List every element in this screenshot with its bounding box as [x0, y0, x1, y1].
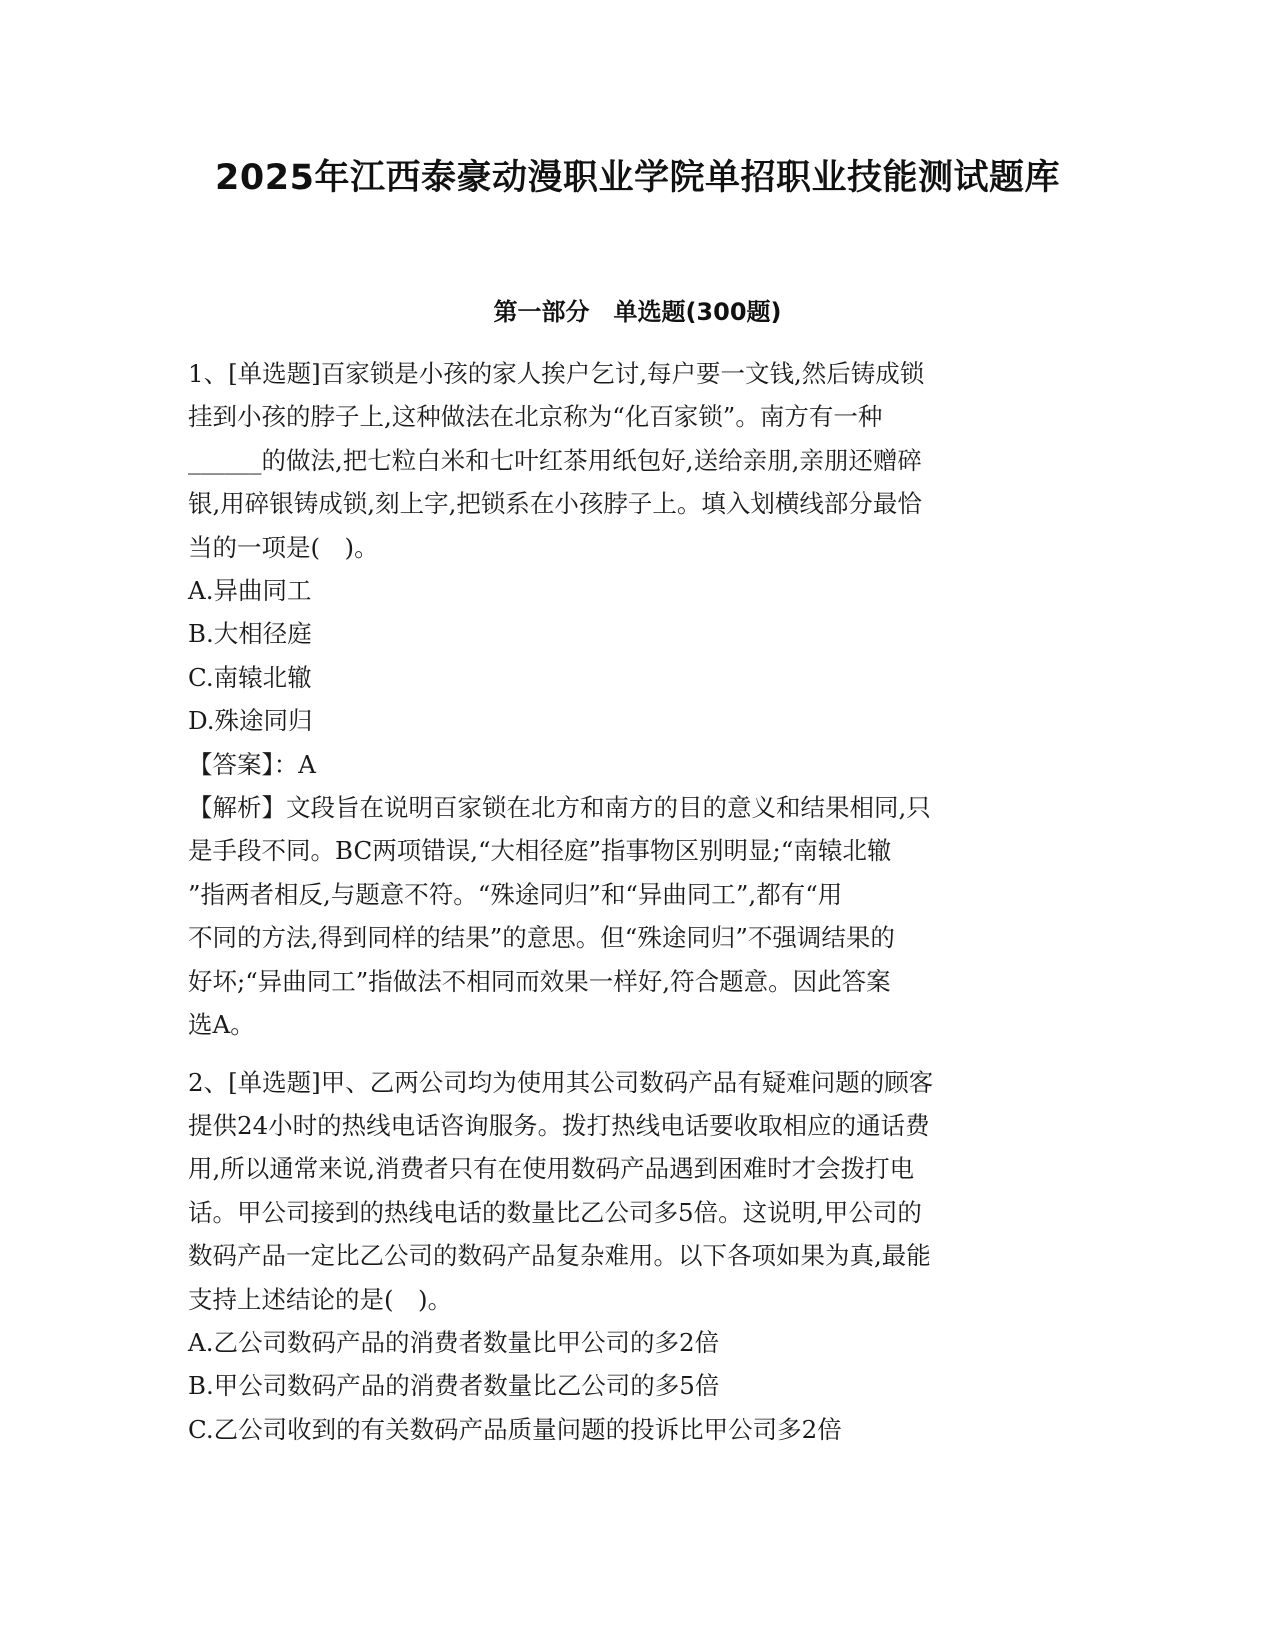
option-b: B.甲公司数码产品的消费者数量比乙公司的多5倍: [188, 1371, 720, 1401]
document-title: 2025年江西泰豪动漫职业学院单招职业技能测试题库: [215, 158, 1060, 198]
question-text-line: 2、[单选题]甲、乙两公司均为使用其公司数码产品有疑难问题的顾客: [188, 1067, 934, 1097]
question-text-line: 数码产品一定比乙公司的数码产品复杂难用。以下各项如果为真,最能: [188, 1241, 931, 1271]
analysis-line: 不同的方法,得到同样的结果”的意思。但“殊途同归”不强调结果的: [188, 923, 895, 953]
section-title: 第一部分 单选题(300题): [493, 298, 782, 326]
question-text-line: 1、[单选题]百家锁是小孩的家人挨户乞讨,每户要一文钱,然后铸成锁: [188, 359, 925, 388]
analysis-line: 好坏;“异曲同工”指做法不相同而效果一样好,符合题意。因此答案: [188, 966, 891, 996]
question-1: [188, 352, 1078, 1047]
option-b: B.大相径庭: [188, 619, 312, 649]
question-text-line: 话。甲公司接到的热线电话的数量比乙公司多5倍。这说明,甲公司的: [188, 1197, 922, 1227]
question-text-line: 挂到小孩的脖子上,这种做法在北京称为“化百家锁”。南方有一种: [188, 402, 883, 432]
option-d: D.殊途同归: [188, 706, 313, 736]
option-a: A.乙公司数码产品的消费者数量比甲公司的多2倍: [188, 1327, 720, 1357]
question-text-line: 当的一项是( )。: [188, 532, 379, 562]
answer-line: 【答案】：A: [188, 749, 316, 779]
analysis-line: ”指两者相反,与题意不符。“殊途同归”和“异曲同工”,都有“用: [188, 879, 843, 909]
question-text-line: ______的做法,把七粒白米和七叶红茶用纸包好,送给亲朋,亲朋还赠碎: [188, 445, 922, 475]
question-spacer: [188, 1047, 1078, 1061]
question-text-line: 用,所以通常来说,消费者只有在使用数码产品遇到困难时才会拨打电: [188, 1154, 915, 1184]
question-text-line: 支持上述结论的是( )。: [188, 1284, 453, 1314]
option-c: C.南辕北辙: [188, 662, 312, 692]
analysis-line: 是手段不同。BC两项错误,“大相径庭”指事物区别明显;“南辕北辙: [188, 836, 892, 866]
analysis-line: 选A。: [188, 1010, 255, 1040]
analysis-line: 【解析】文段旨在说明百家锁在北方和南方的目的意义和结果相同,只: [188, 793, 931, 823]
question-2: [188, 1061, 1078, 1452]
question-list: [188, 352, 1078, 1451]
question-text-line: 提供24小时的热线电话咨询服务。拨打热线电话要收取相应的通话费: [188, 1110, 930, 1140]
question-text-line: 银,用碎银铸成锁,刻上字,把锁系在小孩脖子上。填入划横线部分最恰: [188, 489, 922, 519]
option-a: A.异曲同工: [188, 576, 312, 606]
option-c: C.乙公司收到的有关数码产品质量问题的投诉比甲公司多2倍: [188, 1414, 842, 1444]
